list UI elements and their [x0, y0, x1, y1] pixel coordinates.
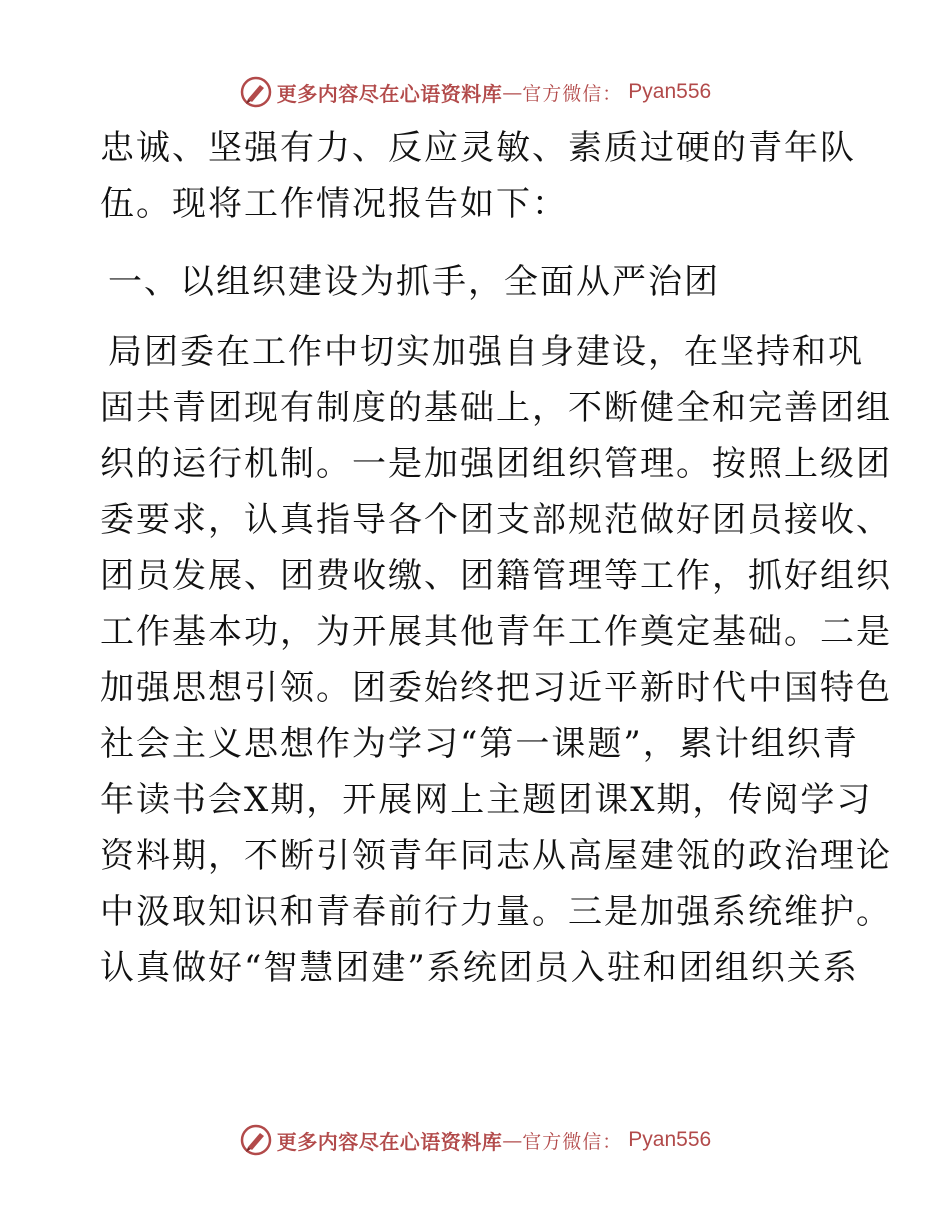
intro-line: 忠诚、坚强有力、反应灵敏、素质过硬的青年队: [100, 128, 856, 168]
document-body: [100, 120, 892, 996]
footer-wechat-label: 官方微信：: [522, 1130, 623, 1153]
pen-logo-icon: [239, 1123, 273, 1157]
header-site-name: 更多内容尽在心语资料库: [276, 81, 503, 106]
paragraph-line: 中汲取知识和青春前行力量。三是加强系统维护。: [100, 892, 892, 932]
paragraph-line: 固共青团现有制度的基础上，不断健全和完善团组: [100, 388, 892, 428]
header-banner: [0, 72, 950, 112]
section-heading: 一、以组织建设为抓手，全面从严治团: [108, 262, 720, 302]
paragraph-line: 工作基本功，为开展其他青年工作奠定基础。二是: [100, 612, 892, 652]
paragraph-line: 资料期，不断引领青年同志从高屋建瓴的政治理论: [100, 836, 892, 876]
footer-banner: [0, 1120, 950, 1160]
footer-wechat-id: Pyan556: [628, 1128, 712, 1151]
paragraph-line: 织的运行机制。一是加强团组织管理。按照上级团: [100, 444, 892, 484]
paragraph-line: 认真做好“智慧团建”系统团员入驻和团组织关系: [100, 948, 859, 988]
paragraph-line: 团员发展、团费收缴、团籍管理等工作，抓好组织: [100, 556, 892, 596]
header-wechat-label: 官方微信：: [522, 82, 623, 105]
pen-logo-icon: [239, 75, 273, 109]
header-dash: —: [502, 80, 523, 104]
paragraph-line: 局团委在工作中切实加强自身建设，在坚持和巩: [108, 332, 864, 372]
paragraph-line: 委要求，认真指导各个团支部规范做好团员接收、: [100, 500, 892, 540]
paragraph-line: 社会主义思想作为学习“第一课题”，累计组织青: [100, 724, 859, 764]
footer-dash: —: [502, 1128, 523, 1152]
footer-site-name: 更多内容尽在心语资料库: [276, 1129, 503, 1154]
header-wechat-id: Pyan556: [628, 80, 712, 103]
paragraph-line: 加强思想引领。团委始终把习近平新时代中国特色: [100, 668, 892, 708]
intro-line: 伍。现将工作情况报告如下：: [100, 184, 568, 224]
paragraph-line: 年读书会X期，开展网上主题团课X期，传阅学习: [100, 780, 873, 820]
